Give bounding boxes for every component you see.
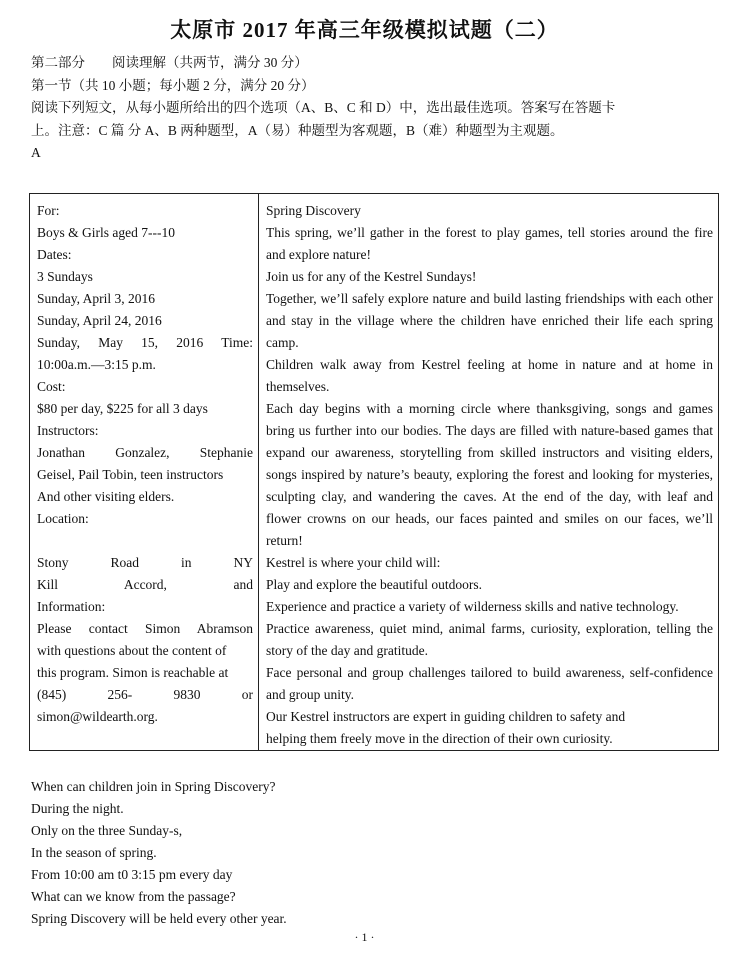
answer-option: In the season of spring.	[31, 845, 157, 860]
answer-option: Only on the three Sunday-s,	[31, 823, 183, 838]
question-text: What can we know from the passage?	[31, 889, 236, 904]
answer-option: From 10:00 am t0 3:15 pm every day	[31, 867, 233, 882]
question-block	[31, 776, 287, 930]
date-item-time-label: Sunday, May 15, 2016 Time:	[37, 335, 253, 350]
date-item: Sunday, April 24, 2016	[37, 313, 162, 328]
cost-value: $80 per day, $225 for all 3 days	[37, 401, 208, 416]
paragraph: Kestrel is where your child will:	[266, 555, 441, 570]
advertisement-table	[29, 193, 719, 751]
instructors-value: Jonathan Gonzalez, Stephanie	[37, 445, 253, 460]
time-value: 10:00a.m.—3:15 p.m.	[37, 357, 156, 372]
exam-title: 太原市 2017 年高三年级模拟试题（二）	[170, 18, 559, 42]
question-text: When can children join in Spring Discovery?	[31, 779, 276, 794]
passage-heading: Spring Discovery	[266, 203, 361, 218]
blank-line	[37, 530, 253, 552]
cost-label: Cost:	[37, 379, 66, 394]
program-description-column	[259, 194, 719, 751]
section-heading: 第二部分 阅读理解（共两节，满分 30 分）	[31, 55, 308, 70]
answer-option: Spring Discovery will be held every other year.	[31, 911, 287, 926]
information-value: this program. Simon is reachable at	[37, 665, 229, 680]
information-value: Please contact Simon Abramson	[37, 621, 253, 636]
paragraph: Face personal and group challenges tailored to build awareness, self-confidence and group unity.	[266, 665, 713, 702]
instruction-line: 阅读下列短文，从每小题所给出的四个选项（A、B、C 和 D）中，选出最佳选项。答案写在答题卡	[31, 100, 616, 115]
paragraph: This spring, we’ll gather in the forest to play games, tell stories around the fire and explore nature!	[266, 225, 713, 262]
dates-label: Dates:	[37, 247, 72, 262]
passage-label: A	[31, 145, 41, 160]
instructors-value: Geisel, Pail Tobin, teen instructors	[37, 467, 224, 482]
information-value: with questions about the content of	[37, 643, 227, 658]
for-label: For:	[37, 203, 60, 218]
date-item: 3 Sundays	[37, 269, 93, 284]
for-value: Boys & Girls aged 7---10	[37, 225, 175, 240]
location-value: Kill Accord, and	[37, 577, 253, 592]
information-label: Information:	[37, 599, 106, 614]
instructors-label: Instructors:	[37, 423, 99, 438]
paragraph: Play and explore the beautiful outdoors.	[266, 577, 482, 592]
exam-instructions	[31, 52, 691, 165]
email-address: simon@wildearth.org.	[37, 709, 158, 724]
program-details-column	[30, 194, 259, 751]
instructors-value: And other visiting elders.	[37, 489, 175, 504]
paragraph: Join us for any of the Kestrel Sundays!	[266, 269, 477, 284]
paragraph: Experience and practice a variety of wilderness skills and native technology.	[266, 599, 679, 614]
paragraph: Children walk away from Kestrel feeling at home in nature and at home in themselves.	[266, 357, 713, 394]
answer-option: During the night.	[31, 801, 124, 816]
paragraph: Together, we’ll safely explore nature and build lasting friendships with each other and stay in the village where the children have enriched their life each spring camp.	[266, 291, 713, 350]
paragraph: Each day begins with a morning circle where thanksgiving, songs and games bring us further into our bodies. The days are filled with nature-based games that expand our awareness, storytelling from skilled instructors and visiting elders, songs inspired by nature’s beauty, exploring the forest and looking for mysteries, sculpting clay, and wandering the caves. At the end of the day, with leaf and flower crowns on our heads, our faces painted and smiles on our faces, we’ll return!	[266, 401, 713, 548]
date-item: Sunday, April 3, 2016	[37, 291, 155, 306]
phone-number: (845) 256- 9830 or	[37, 687, 253, 702]
page-number: · 1 ·	[354, 930, 375, 944]
location-label: Location:	[37, 511, 89, 526]
location-value: Stony Road in NY	[37, 555, 253, 570]
paragraph-line: Our Kestrel instructors are expert in guiding children to safety and	[266, 709, 626, 724]
paragraph: Practice awareness, quiet mind, animal farms, curiosity, exploration, telling the story of the day and gratitude.	[266, 621, 713, 658]
subsection-heading: 第一节（共 10 小题；每小题 2 分，满分 20 分）	[31, 77, 315, 93]
instruction-line: 上。注意：C 篇 分 A、B 两种题型，A（易）种题型为客观题，B（难）种题型为主观题。	[31, 122, 564, 138]
paragraph-line: helping them freely move in the direction of their own curiosity.	[266, 731, 613, 746]
